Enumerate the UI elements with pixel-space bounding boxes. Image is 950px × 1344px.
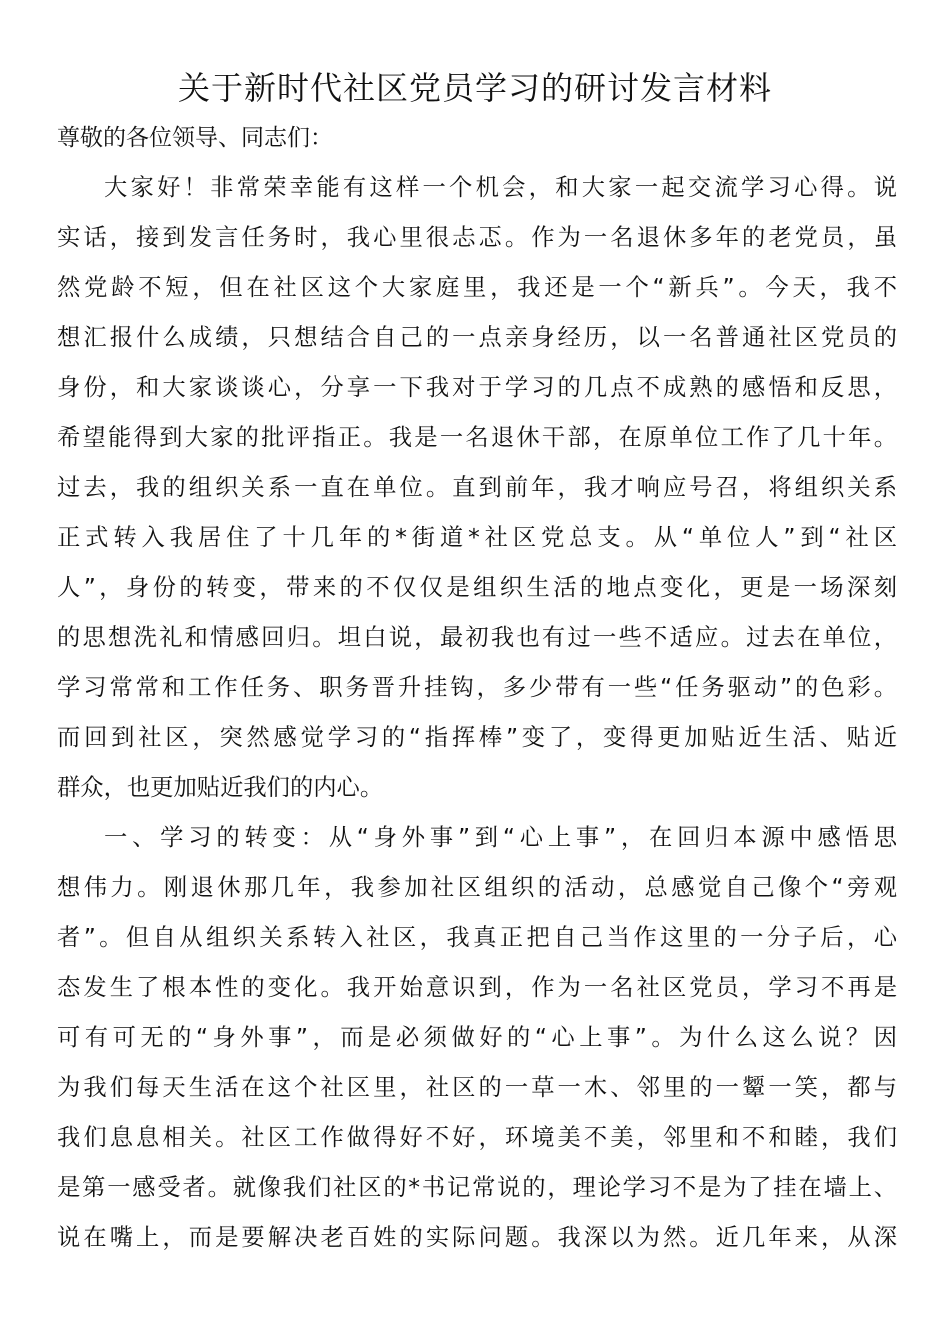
text-line: 希望能得到大家的批评指正。我是一名退休干部，在原单位工作了几十年。 (57, 424, 897, 451)
text-line: 实话，接到发言任务时，我心里很忐忑。作为一名退休多年的老党员，虽 (57, 224, 897, 251)
text-line: 而回到社区，突然感觉学习的“指挥棒”变了，变得更加贴近生活、贴近 (57, 724, 897, 751)
text-line: 可有可无的“身外事”，而是必须做好的“心上事”。为什么这么说？因 (57, 1024, 897, 1051)
paragraph-section-one (57, 813, 897, 1263)
text-line: 人”，身份的转变，带来的不仅仅是组织生活的地点变化，更是一场深刻 (57, 574, 897, 601)
text-line: 者”。但自从组织关系转入社区，我真正把自己当作这里的一分子后，心 (57, 924, 897, 951)
text-line: 是第一感受者。就像我们社区的*书记常说的，理论学习不是为了挂在墙上、 (57, 1174, 897, 1201)
text-line: 然党龄不短，但在社区这个大家庭里，我还是一个“新兵”。今天，我不 (57, 274, 897, 301)
text-line: 过去，我的组织关系一直在单位。直到前年，我才响应号召，将组织关系 (57, 474, 897, 501)
section-heading-line: 一、学习的转变：从“身外事”到“心上事”，在回归本源中感悟思 (104, 824, 897, 851)
text-line: 学习常常和工作任务、职务晋升挂钩，多少带有一些“任务驱动”的色彩。 (57, 674, 897, 701)
text-line: 大家好！非常荣幸能有这样一个机会，和大家一起交流学习心得。说 (104, 174, 897, 201)
text-line: 说在嘴上，而是要解决老百姓的实际问题。我深以为然。近几年来，从深 (57, 1224, 897, 1251)
salutation: 尊敬的各位领导、同志们： (57, 125, 333, 151)
text-line: 想伟力。刚退休那几年，我参加社区组织的活动，总感觉自己像个“旁观 (57, 874, 897, 901)
text-line: 为我们每天生活在这个社区里，社区的一草一木、邻里的一颦一笑，都与 (57, 1074, 897, 1101)
text-line: 身份，和大家谈谈心，分享一下我对于学习的几点不成熟的感悟和反思， (57, 374, 897, 401)
text-line: 我们息息相关。社区工作做得好不好，环境美不美，邻里和不和睦，我们 (57, 1124, 897, 1151)
text-line: 想汇报什么成绩，只想结合自己的一点亲身经历，以一名普通社区党员的 (57, 324, 897, 351)
text-line: 群众，也更加贴近我们的内心。 (57, 774, 384, 801)
text-line: 态发生了根本性的变化。我开始意识到，作为一名社区党员，学习不再是 (57, 974, 897, 1001)
text-line: 的思想洗礼和情感回归。坦白说，最初我也有过一些不适应。过去在单位， (57, 624, 897, 651)
paragraph-intro (57, 163, 897, 813)
document-title: 关于新时代社区党员学习的研讨发言材料 (177, 69, 772, 107)
text-line: 正式转入我居住了十几年的*街道*社区党总支。从“单位人”到“社区 (57, 524, 897, 551)
